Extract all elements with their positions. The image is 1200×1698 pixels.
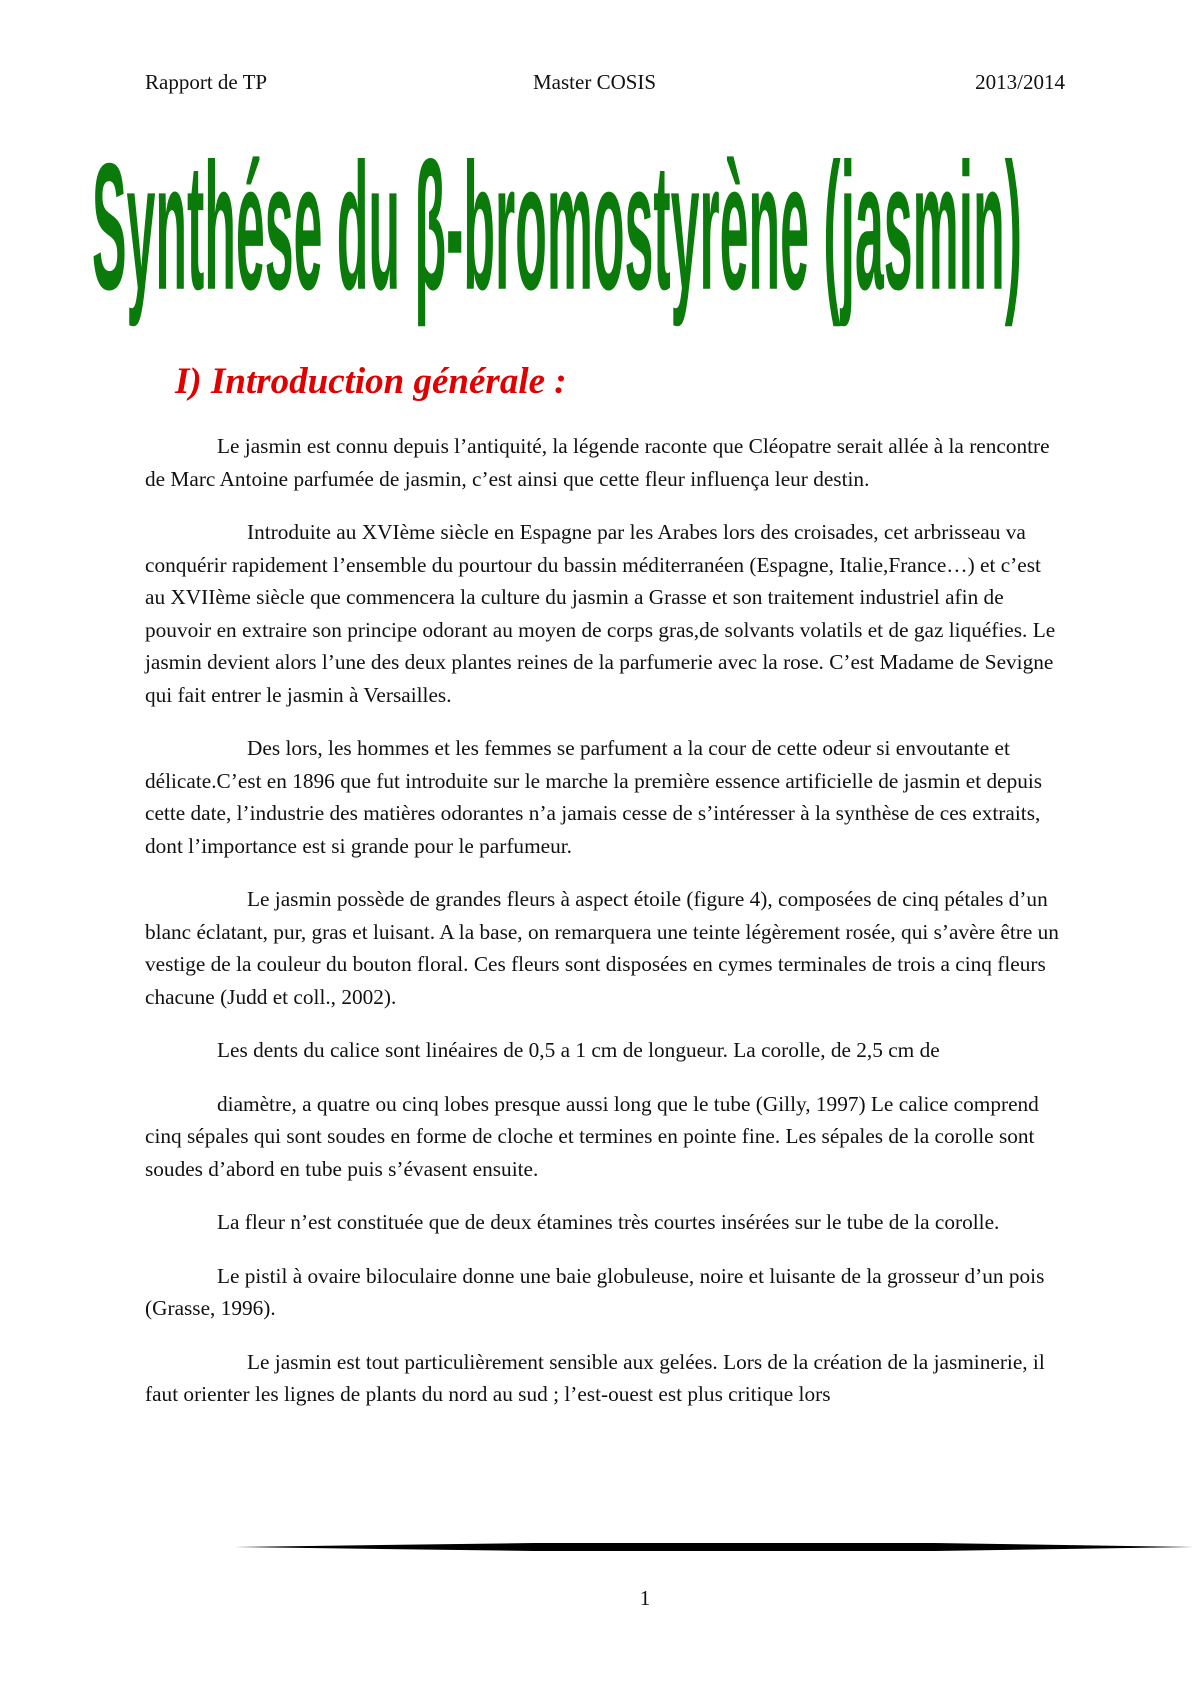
footer-divider bbox=[234, 1540, 1194, 1554]
paragraph: La fleur n’est constituée que de deux étamines très courtes insérées sur le tube de la corolle. bbox=[217, 1210, 1000, 1234]
document-body bbox=[145, 430, 1065, 1432]
header-report-label: Rapport de TP bbox=[145, 70, 268, 94]
page-header bbox=[145, 70, 1065, 100]
paragraph: Le jasmin est connu depuis l’antiquité, la légende raconte que Cléopatre serait allée à la rencontre de Marc Antoine parfumée de jasmin, c’est ainsi que cette fleur influença leur destin. bbox=[145, 434, 1050, 491]
paragraph: Les dents du calice sont linéaires de 0,5 a 1 cm de longueur. La corolle, de 2,5 cm de bbox=[217, 1038, 940, 1062]
document-title-text: Synthése du β-bromostyrène (jasmin) bbox=[92, 125, 1023, 328]
section-heading: I) Introduction générale : bbox=[175, 361, 567, 402]
paragraph: Le pistil à ovaire biloculaire donne une baie globuleuse, noire et luisante de la grosseur d’un pois (Grasse, 1996). bbox=[145, 1263, 1045, 1320]
header-program-label: Master COSIS bbox=[533, 70, 657, 94]
paragraph: diamètre, a quatre ou cinq lobes presque aussi long que le tube (Gilly, 1997) Le calice comprend cinq sépales qui sont soudes en forme de cloche et termines en pointe fine. Les sépales de la corolle sont soudes d’abord en tube puis s’évasent ensuite. bbox=[145, 1091, 1039, 1181]
paragraph: Le jasmin possède de grandes fleurs à aspect étoile (figure 4), composées de cinq pétales d’un blanc éclatant, pur, gras et luisant. A la base, on remarquera une teinte légèrement rosée, qui s’avère être un vestige de la couleur du bouton floral. Ces fleurs sont disposées en cymes terminales de trois a cinq fleurs chacune (Judd et coll., 2002). bbox=[145, 887, 1059, 1009]
page-number: 1 bbox=[639, 1586, 651, 1610]
paragraph: Le jasmin est tout particulièrement sensible aux gelées. Lors de la création de la jasminerie, il faut orienter les lignes de plants du nord au sud ; l’est-ouest est plus critique lors bbox=[145, 1349, 1045, 1406]
document-title bbox=[88, 118, 1128, 343]
document-title-graphic bbox=[88, 118, 1128, 343]
paragraph: Introduite au XVIème siècle en Espagne par les Arabes lors des croisades, cet arbrisseau va conquérir rapidement l’ensemble du pourtour du bassin méditerranéen (Espagne, Italie,France…) et c’est au XVIIème siècle que commencera la culture du jasmin a Grasse et son traitement industriel afin de pouvoir en extraire son principe odorant au moyen de corps gras,de solvants volatils et de gaz liquéfies. Le jasmin devient alors l’une des deux plantes reines de la parfumerie avec la rose. C’est Madame de Sevigne qui fait entrer le jasmin à Versailles. bbox=[145, 520, 1056, 707]
header-year-label: 2013/2014 bbox=[975, 70, 1065, 94]
paragraph: Des lors, les hommes et les femmes se parfument a la cour de cette odeur si envoutante et délicate.C’est en 1896 que fut introduite sur le marche la première essence artificielle de jasmin et depuis cette date, l’industrie des matières odorantes n’a jamais cesse de s’intéresser à la synthèse de ces extraits, dont l’importance est si grande pour le parfumeur. bbox=[145, 736, 1043, 858]
